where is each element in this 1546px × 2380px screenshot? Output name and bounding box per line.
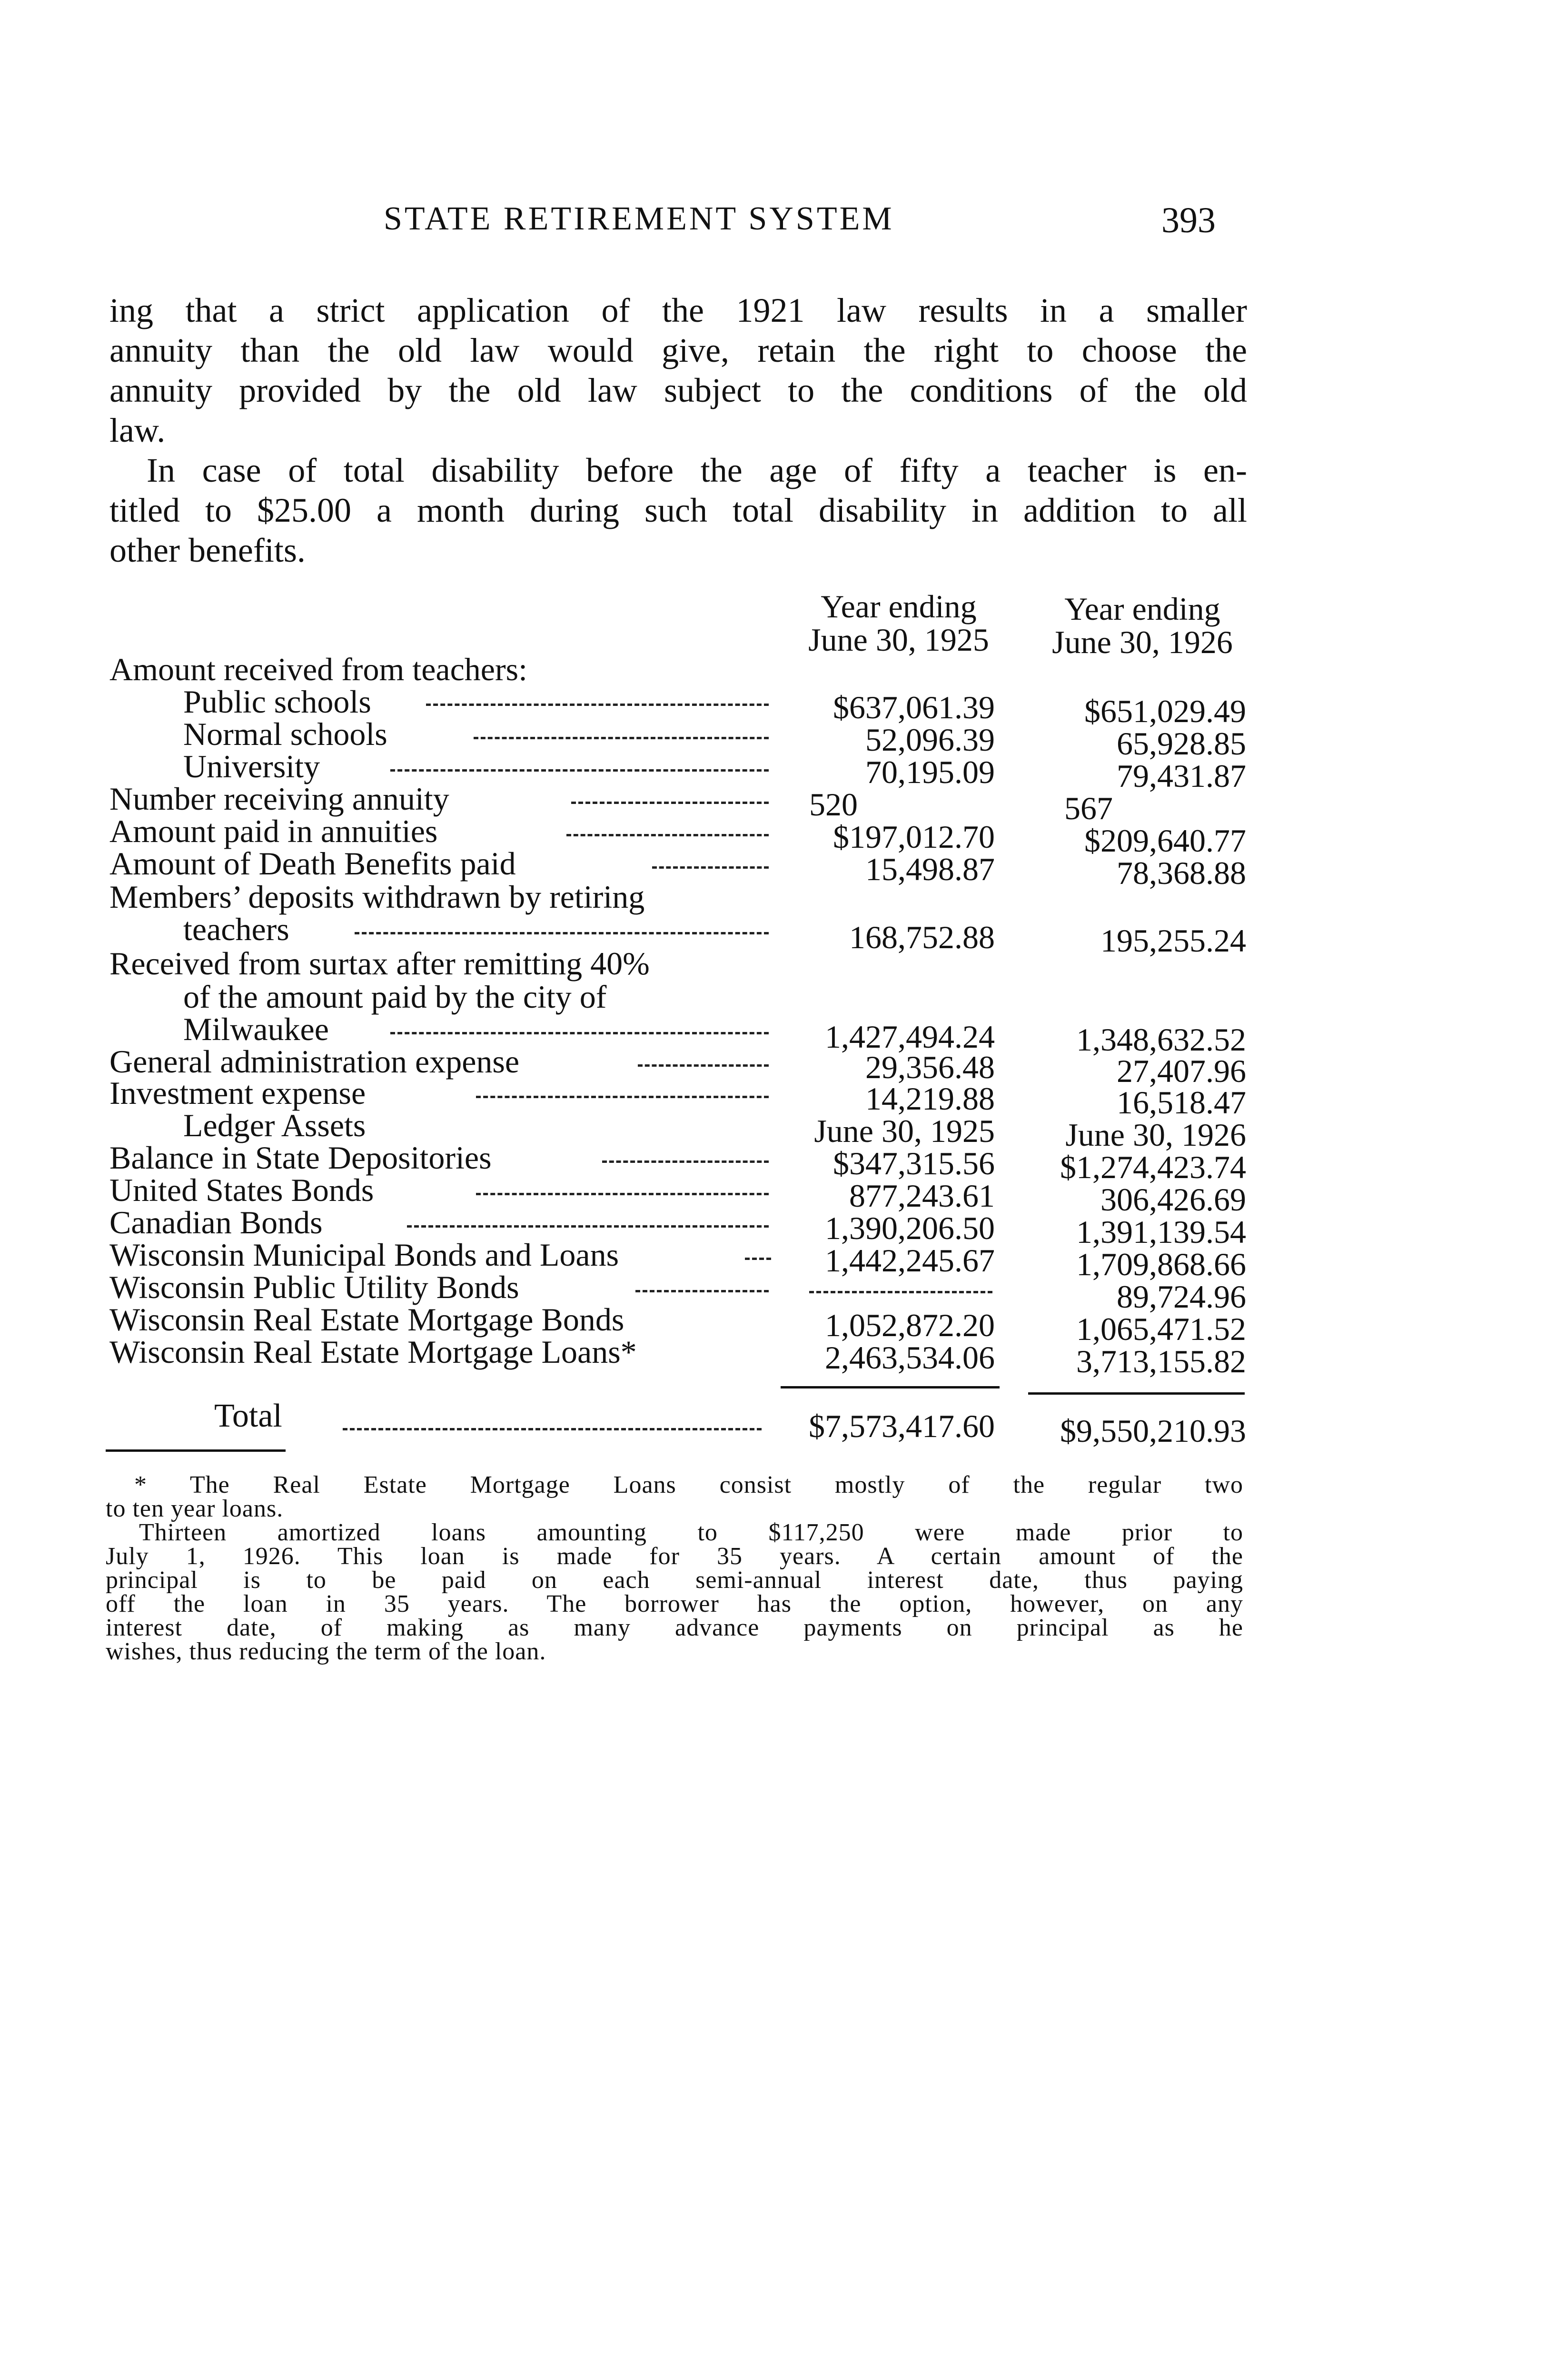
leader-dots <box>602 1160 769 1163</box>
ledger-heading: Ledger Assets <box>183 1107 366 1143</box>
footnote-line: wishes, thus reducing the term of the loan. <box>106 1638 546 1665</box>
leader-dots <box>566 834 769 836</box>
leader-dots <box>343 1428 762 1430</box>
leader-dots <box>390 769 769 772</box>
row-value-1925: 14,219.88 <box>865 1081 995 1117</box>
row-label-continued: Milwaukee <box>183 1011 329 1047</box>
paragraph-line: law. <box>109 411 166 449</box>
row-value-1926: 1,065,471.52 <box>1076 1311 1246 1347</box>
row-value-1926: $651,029.49 <box>1084 693 1246 729</box>
row-label: University <box>183 748 320 784</box>
row-value-1926: 65,928.85 <box>1117 725 1246 762</box>
footnote-line: off the loan in 35 years. The borrower has the option, however, on any <box>106 1590 1243 1617</box>
col2-header-line2: June 30, 1926 <box>1052 624 1233 660</box>
row-value-1925: 15,498.87 <box>865 851 995 887</box>
leader-dots <box>426 704 769 706</box>
paragraph-line: In case of total disability before the age of fifty a teacher is en- <box>147 451 1247 489</box>
col1-header-line1: Year ending <box>821 588 977 625</box>
footnotes <box>106 1473 1243 1664</box>
row-label: Wisconsin Municipal Bonds and Loans <box>109 1237 619 1273</box>
col1-header-line2: June 30, 1925 <box>808 622 989 658</box>
row-label-continued: teachers <box>183 911 289 947</box>
footnote-line: * The Real Estate Mortgage Loans consist mostly of the regular two <box>134 1471 1243 1498</box>
row-label: Members’ deposits withdrawn by retiring <box>109 879 645 915</box>
leader-dots <box>635 1290 769 1292</box>
footnote-rule <box>106 1449 286 1452</box>
row-label: United States Bonds <box>109 1172 374 1208</box>
row-value-1926: 1,709,868.66 <box>1076 1246 1246 1282</box>
ledger-date-1926: June 30, 1926 <box>1065 1117 1246 1153</box>
row-value-1926: 79,431.87 <box>1117 758 1246 794</box>
row-value-1926: 567 <box>1064 790 1113 826</box>
row-value-1926: 195,255.24 <box>1100 922 1246 959</box>
sum-rule-1925 <box>781 1386 1000 1388</box>
row-value-1925: 877,243.61 <box>849 1178 995 1214</box>
row-value-1926: 1,348,632.52 <box>1076 1021 1246 1058</box>
paragraph-line: titled to $25.00 a month during such total disability in addition to all <box>109 491 1247 529</box>
row-label: Normal schools <box>183 716 387 752</box>
total-value-1925: $7,573,417.60 <box>809 1408 995 1444</box>
row-label: Received from surtax after remitting 40% <box>109 945 650 982</box>
leader-dots <box>638 1064 769 1067</box>
leader-dots <box>745 1258 771 1260</box>
leader-dots <box>571 802 769 804</box>
footnote-line: interest date, of making as many advance payments on principal as he <box>106 1614 1243 1641</box>
row-value-1926: 89,724.96 <box>1117 1279 1246 1315</box>
row-value-1925: 70,195.09 <box>865 754 995 790</box>
row-value-1925: 1,052,872.20 <box>825 1307 995 1343</box>
empty-value-dash <box>809 1291 992 1293</box>
footnote-line: July 1, 1926. This loan is made for 35 years. A certain amount of the <box>106 1543 1243 1570</box>
row-value-1926: 1,391,139.54 <box>1076 1214 1246 1250</box>
row-value-1926: $1,274,423.74 <box>1060 1149 1246 1185</box>
paragraph-line: annuity than the old law would give, retain the right to choose the <box>109 331 1247 369</box>
running-header: STATE RETIREMENT SYSTEM <box>384 200 894 237</box>
leader-dots <box>390 1032 769 1034</box>
sum-rule-1926 <box>1028 1392 1245 1395</box>
row-value-1926: 27,407.96 <box>1117 1053 1246 1089</box>
row-value-1925: $637,061.39 <box>833 689 995 725</box>
row-label: Amount paid in annuities <box>109 813 438 849</box>
row-label: Wisconsin Public Utility Bonds <box>109 1269 519 1305</box>
row-value-1926: $209,640.77 <box>1084 823 1246 859</box>
footnote-line: Thirteen amortized loans amounting to $117,250 were made prior to <box>139 1519 1243 1546</box>
footnote-line: principal is to be paid on each semi-annual interest date, thus paying <box>106 1567 1243 1594</box>
row-value-1925: $347,315.56 <box>833 1145 995 1181</box>
leader-dots <box>652 866 769 869</box>
ledger-date-1925: June 30, 1925 <box>814 1113 995 1149</box>
row-label: Balance in State Depositories <box>109 1140 492 1176</box>
row-label: Investment expense <box>109 1075 366 1111</box>
row-value-1925: 520 <box>809 786 858 823</box>
leader-dots <box>476 1193 769 1195</box>
section-heading: Amount received from teachers: <box>109 651 527 687</box>
row-value-1926: 78,368.88 <box>1117 855 1246 891</box>
row-label: Wisconsin Real Estate Mortgage Loans* <box>109 1334 637 1370</box>
leader-dots <box>474 737 769 739</box>
paragraph-line: other benefits. <box>109 531 306 569</box>
leader-dots <box>407 1225 769 1228</box>
row-label: Amount of Death Benefits paid <box>109 845 516 882</box>
row-label: Public schools <box>183 684 371 720</box>
paragraph-line: annuity provided by the old law subject to the conditions of the old <box>109 371 1247 409</box>
row-value-1925: 1,390,206.50 <box>825 1210 995 1246</box>
row-value-1925: 1,442,245.67 <box>825 1242 995 1279</box>
row-label-continued: of the amount paid by the city of <box>183 979 607 1015</box>
page-number: 393 <box>1161 200 1216 240</box>
row-value-1926: 306,426.69 <box>1100 1181 1246 1218</box>
row-value-1925: 1,427,494.24 <box>825 1019 995 1055</box>
paragraph-line: ing that a strict application of the 1921 law results in a smaller <box>109 291 1247 329</box>
row-value-1925: 52,096.39 <box>865 722 995 758</box>
leader-dots <box>476 1096 769 1098</box>
total-label: Total <box>214 1398 282 1434</box>
col2-header-line1: Year ending <box>1064 591 1220 627</box>
row-value-1925: 2,463,534.06 <box>825 1339 995 1376</box>
row-value-1926: 3,713,155.82 <box>1076 1343 1246 1379</box>
total-value-1926: $9,550,210.93 <box>1060 1413 1246 1449</box>
row-label: Number receiving annuity <box>109 781 449 817</box>
leader-dots <box>355 932 769 934</box>
row-label: General administration expense <box>109 1043 520 1080</box>
row-label: Wisconsin Real Estate Mortgage Bonds <box>109 1301 624 1338</box>
row-value-1926: 16,518.47 <box>1117 1084 1246 1121</box>
row-value-1925: 168,752.88 <box>849 919 995 955</box>
footnote-line: to ten year loans. <box>106 1495 284 1522</box>
row-value-1925: 29,356.48 <box>865 1049 995 1085</box>
row-label: Canadian Bonds <box>109 1204 323 1240</box>
row-value-1925: $197,012.70 <box>833 819 995 855</box>
